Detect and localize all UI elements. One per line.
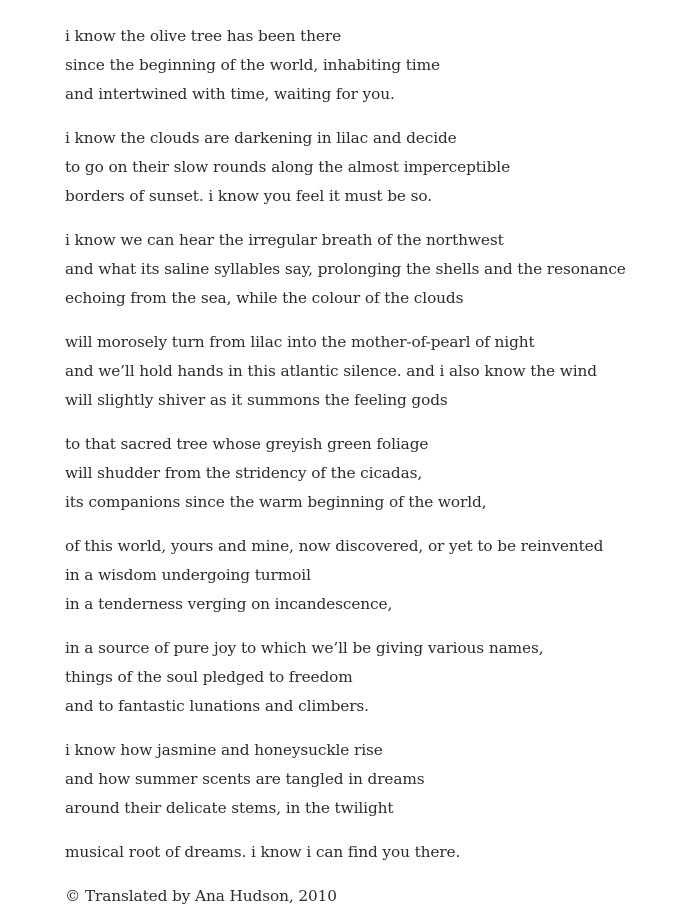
poem-line: and intertwined with time, waiting for you. <box>65 85 395 103</box>
stanza-6 <box>65 532 680 619</box>
poem-line: around their delicate stems, in the twilight <box>65 799 394 817</box>
poem <box>65 22 680 911</box>
poem-line: i know how jasmine and honeysuckle rise <box>65 741 383 759</box>
stanza-5 <box>65 430 680 517</box>
poem-line: will morosely turn from lilac into the mother-of-pearl of night <box>65 333 535 351</box>
poem-line: and what its saline syllables say, prolonging the shells and the resonance <box>65 260 626 278</box>
poem-line: to go on their slow rounds along the almost imperceptible <box>65 158 511 176</box>
poem-line: in a source of pure joy to which we’ll be giving various names, <box>65 639 544 657</box>
poem-line: of this world, yours and mine, now discovered, or yet to be reinvented <box>65 537 604 555</box>
poem-line: and we’ll hold hands in this atlantic silence. and i also know the wind <box>65 362 597 380</box>
poem-line: i know we can hear the irregular breath of the northwest <box>65 231 504 249</box>
poem-line: echoing from the sea, while the colour of the clouds <box>65 289 464 307</box>
poem-line: in a tenderness verging on incandescence, <box>65 595 393 613</box>
translation-credit: © Translated by Ana Hudson, 2010 <box>65 887 337 905</box>
stanza-1 <box>65 22 680 109</box>
poem-line: in a wisdom undergoing turmoil <box>65 566 311 584</box>
poem-line: i know the olive tree has been there <box>65 27 342 45</box>
poem-line: will shudder from the stridency of the cicadas, <box>65 464 423 482</box>
poem-line: and to fantastic lunations and climbers. <box>65 697 369 715</box>
poem-line: since the beginning of the world, inhabiting time <box>65 56 440 74</box>
poem-line: and how summer scents are tangled in dreams <box>65 770 425 788</box>
stanza-4 <box>65 328 680 415</box>
poem-line: borders of sunset. i know you feel it must be so. <box>65 187 432 205</box>
stanza-8 <box>65 736 680 823</box>
poem-line: will slightly shiver as it summons the feeling gods <box>65 391 448 409</box>
stanza-2 <box>65 124 680 211</box>
stanza-3 <box>65 226 680 313</box>
poem-line: i know the clouds are darkening in lilac and decide <box>65 129 457 147</box>
poem-line: things of the soul pledged to freedom <box>65 668 353 686</box>
poem-line: its companions since the warm beginning of the world, <box>65 493 487 511</box>
stanza-7 <box>65 634 680 721</box>
poem-line: musical root of dreams. i know i can find you there. <box>65 843 461 861</box>
stanza-9 <box>65 838 680 867</box>
poem-line: to that sacred tree whose greyish green foliage <box>65 435 429 453</box>
